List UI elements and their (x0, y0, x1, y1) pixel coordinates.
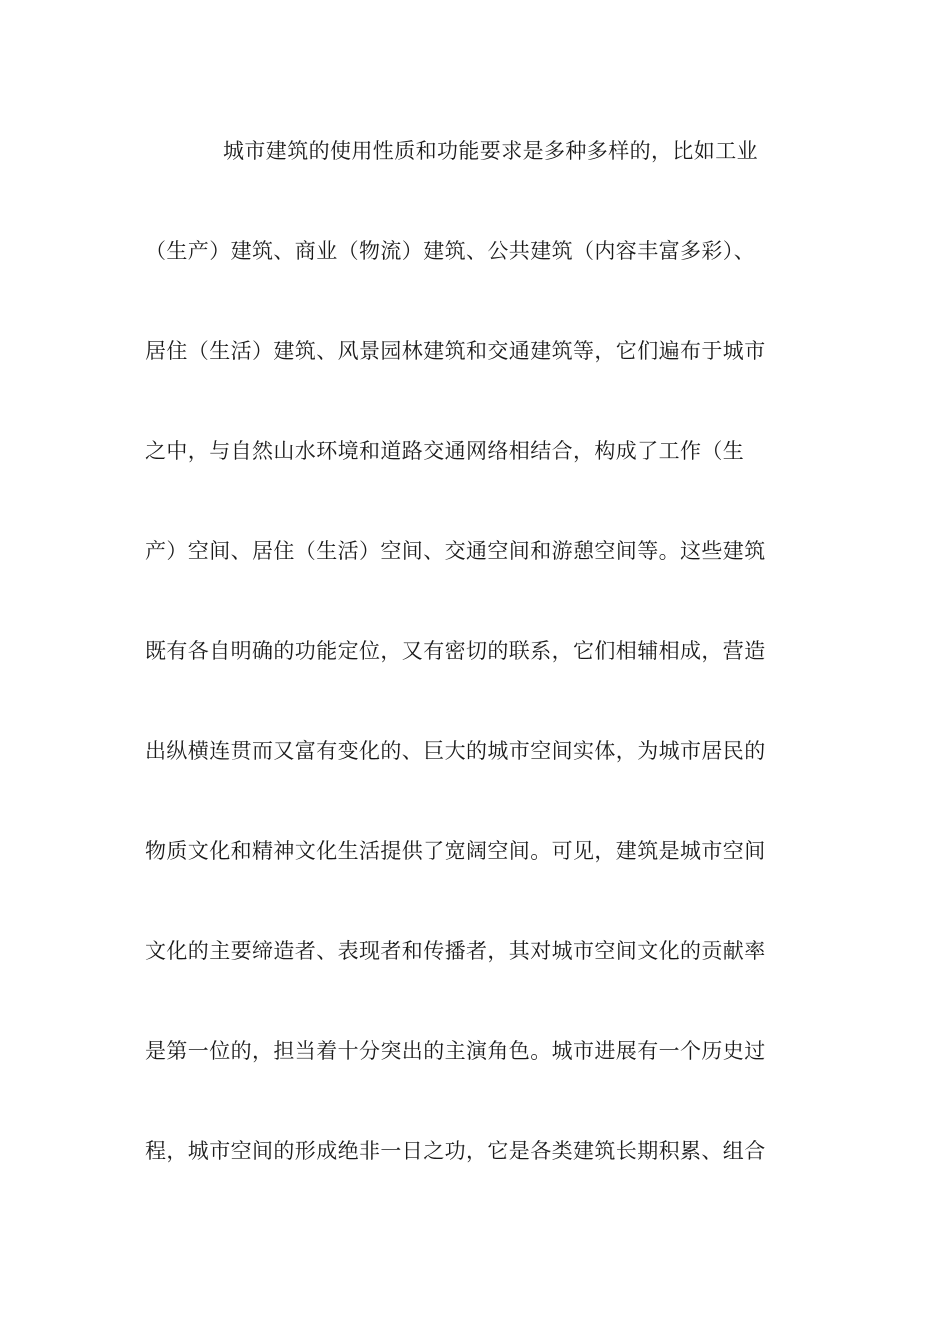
paragraph-line-4: 之中，与自然山水环境和道路交通网络相结合，构成了工作（生 (145, 439, 745, 463)
paragraph-line-3: 居住（生活）建筑、风景园林建筑和交通建筑等，它们遍布于城市 (145, 339, 766, 363)
paragraph-line-5: 产）空间、居住（生活）空间、交通空间和游憩空间等。这些建筑 (145, 539, 766, 563)
paragraph-line-10: 是第一位的，担当着十分突出的主演角色。城市进展有一个历史过 (145, 1039, 766, 1063)
paragraph-line-6: 既有各自明确的功能定位，又有密切的联系，它们相辅相成，营造 (145, 639, 766, 663)
paragraph-line-11: 程，城市空间的形成绝非一日之功，它是各类建筑长期积累、组合 (145, 1139, 766, 1163)
paragraph-line-7: 出纵横连贯而又富有变化的、巨大的城市空间实体，为城市居民的 (145, 739, 766, 763)
paragraph-line-9: 文化的主要缔造者、表现者和传播者，其对城市空间文化的贡献率 (145, 939, 766, 963)
paragraph-line-2: （生产）建筑、商业（物流）建筑、公共建筑（内容丰富多彩）、 (145, 239, 756, 263)
body-paragraph (145, 128, 810, 1228)
paragraph-line-8: 物质文化和精神文化生活提供了宽阔空间。可见，建筑是城市空间 (145, 839, 766, 863)
paragraph-line-1: 城市建筑的使用性质和功能要求是多种多样的，比如工业 (223, 139, 758, 163)
